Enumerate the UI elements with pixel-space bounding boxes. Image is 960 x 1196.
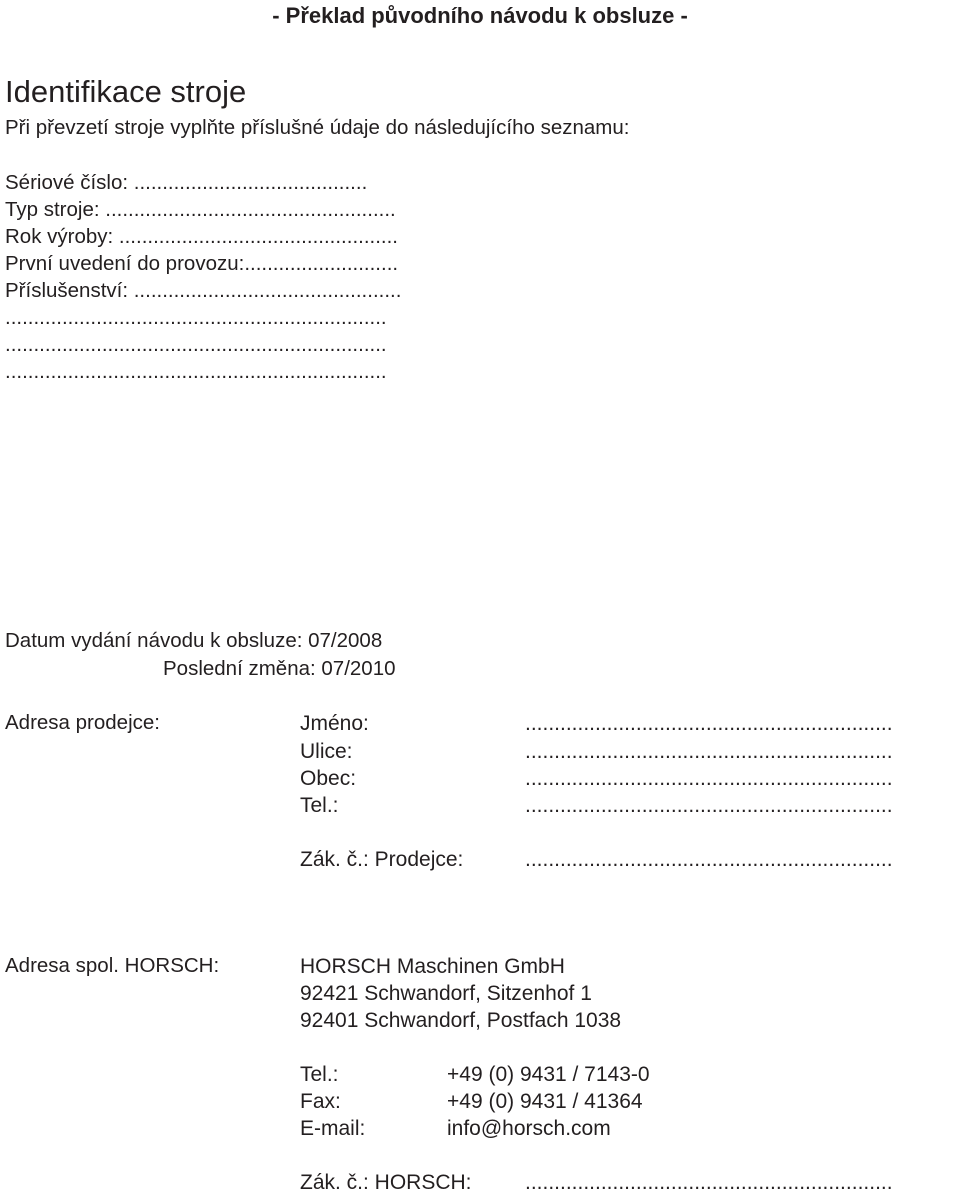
horsch-phone-label: Tel.: — [300, 1063, 339, 1086]
horsch-address-label: Adresa spol. HORSCH: — [5, 954, 220, 977]
accessories-blank-line: ................................................................... — [5, 333, 387, 356]
horsch-address-line-1: 92421 Schwandorf, Sitzenhof 1 — [300, 982, 592, 1005]
document-header: - Překlad původního návodu k obsluze - — [272, 3, 688, 28]
first-commissioning-field: První uvedení do provozu:........................... — [5, 252, 399, 275]
accessories-blank-line: ................................................................... — [5, 306, 387, 329]
dealer-city-label: Obec: — [300, 767, 357, 790]
dealer-name-label: Jméno: — [300, 712, 369, 735]
horsch-email-value: info@horsch.com — [447, 1117, 611, 1140]
horsch-customer-number-blank: ............................................................... — [525, 1171, 893, 1194]
dealer-phone-label: Tel.: — [300, 794, 339, 817]
accessories-blank-line: ................................................................... — [5, 360, 387, 383]
dealer-customer-number-label: Zák. č.: Prodejce: — [300, 848, 464, 871]
last-change: Poslední změna: 07/2010 — [163, 657, 396, 680]
instruction-text: Při převzetí stroje vyplňte příslušné údaje do následujícího seznamu: — [5, 116, 630, 139]
horsch-fax-label: Fax: — [300, 1090, 341, 1113]
horsch-fax-value: +49 (0) 9431 / 41364 — [447, 1090, 643, 1113]
horsch-phone-value: +49 (0) 9431 / 7143-0 — [447, 1063, 650, 1086]
year-of-manufacture-field: Rok výroby: ................................................. — [5, 225, 399, 248]
serial-number-field: Sériové číslo: ......................................... — [5, 171, 368, 194]
dealer-street-blank: ............................................................... — [525, 740, 893, 763]
dealer-phone-blank: ............................................................... — [525, 794, 893, 817]
dealer-name-blank: ............................................................... — [525, 712, 893, 735]
horsch-company-name: HORSCH Maschinen GmbH — [300, 955, 565, 978]
accessories-field: Příslušenství: ............................................... — [5, 279, 402, 302]
issue-date: Datum vydání návodu k obsluze: 07/2008 — [5, 629, 383, 652]
horsch-email-label: E-mail: — [300, 1117, 366, 1140]
page-title: Identifikace stroje — [5, 74, 247, 109]
dealer-customer-number-blank: ............................................................... — [525, 848, 893, 871]
dealer-city-blank: ............................................................... — [525, 767, 893, 790]
machine-type-field: Typ stroje: ................................................... — [5, 198, 396, 221]
horsch-customer-number-label: Zák. č.: HORSCH: — [300, 1171, 472, 1194]
dealer-address-label: Adresa prodejce: — [5, 711, 160, 734]
horsch-address-line-2: 92401 Schwandorf, Postfach 1038 — [300, 1009, 622, 1032]
dealer-street-label: Ulice: — [300, 740, 353, 763]
